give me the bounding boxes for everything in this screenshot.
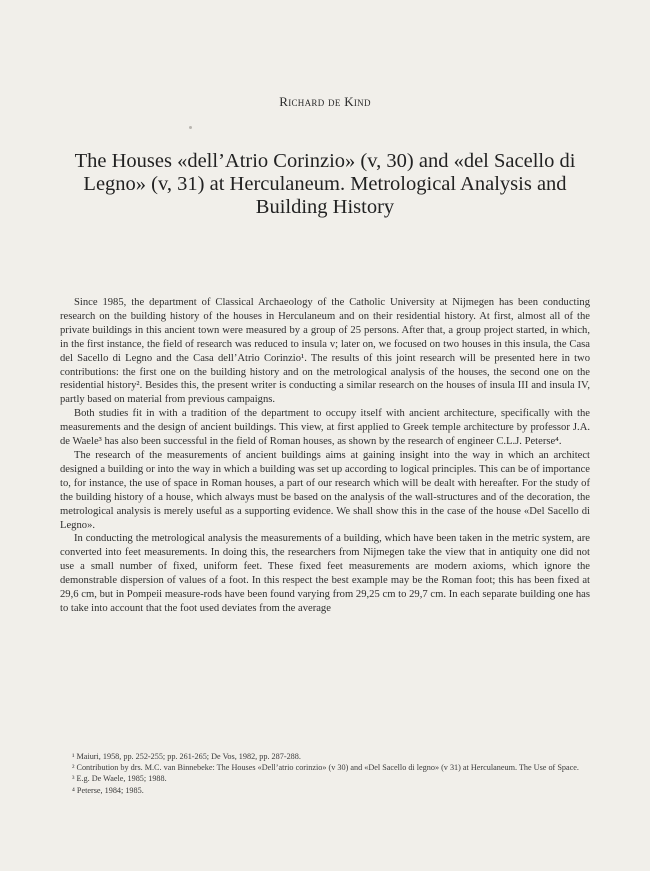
footnotes [60, 751, 590, 796]
footnote-1: ¹ Maiuri, 1958, pp. 252-255; pp. 261-265; De Vos, 1982, pp. 287-288. [72, 752, 301, 761]
footnote-2: ² Contribution by drs. M.C. van Binnebeke: The Houses «Dell’atrio corinzio» (v 30) and «Del Sacello di legno» (v 31) at Herculaneum. The Use of Space. [72, 763, 579, 773]
body-paragraph-4: In conducting the metrological analysis the measurements of a building, which have been taken in the metric system, are converted into feet measurements. In doing this, the researchers from Nijmegen take the view that in antiquity one did not use a small number of fixed, uniform feet. These fixed feet measurements are modern axioms, which ignore the demonstrable dispersion of values of a foot. In this respect the best example may be the Roman foot; this has been fixed at 29,6 cm, but in Pompeii measure-rods have been found varying from 29,25 cm to 29,7 cm. In each separate building one has to take into account that the foot used deviates from the average [60, 533, 590, 614]
author-name: Richard de Kind [279, 94, 371, 109]
body-paragraph-2: Both studies fit in with a tradition of the department to occupy itself with ancient architecture, specifically with the measurements and the design of ancient buildings. This view, at first applied to Greek temple architecture by professor J.A. de Waele³ has also been successful in the field of Roman houses, as shown by the research of engineer C.L.J. Peterse⁴. [60, 408, 590, 448]
article-title: The Houses «dell’Atrio Corinzio» (v, 30) and «del Sacello di Legno» (v, 31) at Herculaneum. Metrological Analysis and Building History [74, 150, 576, 218]
body-paragraph-3: The research of the measurements of ancient buildings aims at gaining insight into the way in which an architect designed a building or into the way in which a building was set up according to logical principles. This can be of importance to, for instance, the use of space in Roman houses, a part of our research which will be dealt with hereafter. For the study of the building history of a house, which always must be based on the analysis of the wall-structures and of the decoration, the metrological analysis is merely useful as a supporting evidence. We shall show this in the case of the house «Del Sacello di Legno». [60, 449, 590, 531]
footnote-4: ⁴ Peterse, 1984; 1985. [72, 785, 144, 795]
article-body [60, 296, 590, 616]
page-speck [189, 126, 192, 129]
footnote-3: ³ E.g. De Waele, 1985; 1988. [72, 774, 167, 784]
body-paragraph-1: Since 1985, the department of Classical Archaeology of the Catholic University at Nijmegen has been conducting research on the building history of the houses in Herculaneum and on their residential history. At first, almost all of the private buildings in this ancient town were measured by a group of 25 persons. After that, a group project started, in which, in the first instance, the field of research was reduced to insula v; later on, we focused on two houses in this insula, the Casa del Sacello di Legno and the Casa dell’Atrio Corinzio¹. The results of this joint research will be presented here in two contributions: the first one on the building history and on the metrological analysis of the houses, the second one on the residential history². Besides this, the present writer is conducting a similar research on the houses of insula III and insula IV, partly based on material from previous campaigns. [60, 297, 590, 406]
